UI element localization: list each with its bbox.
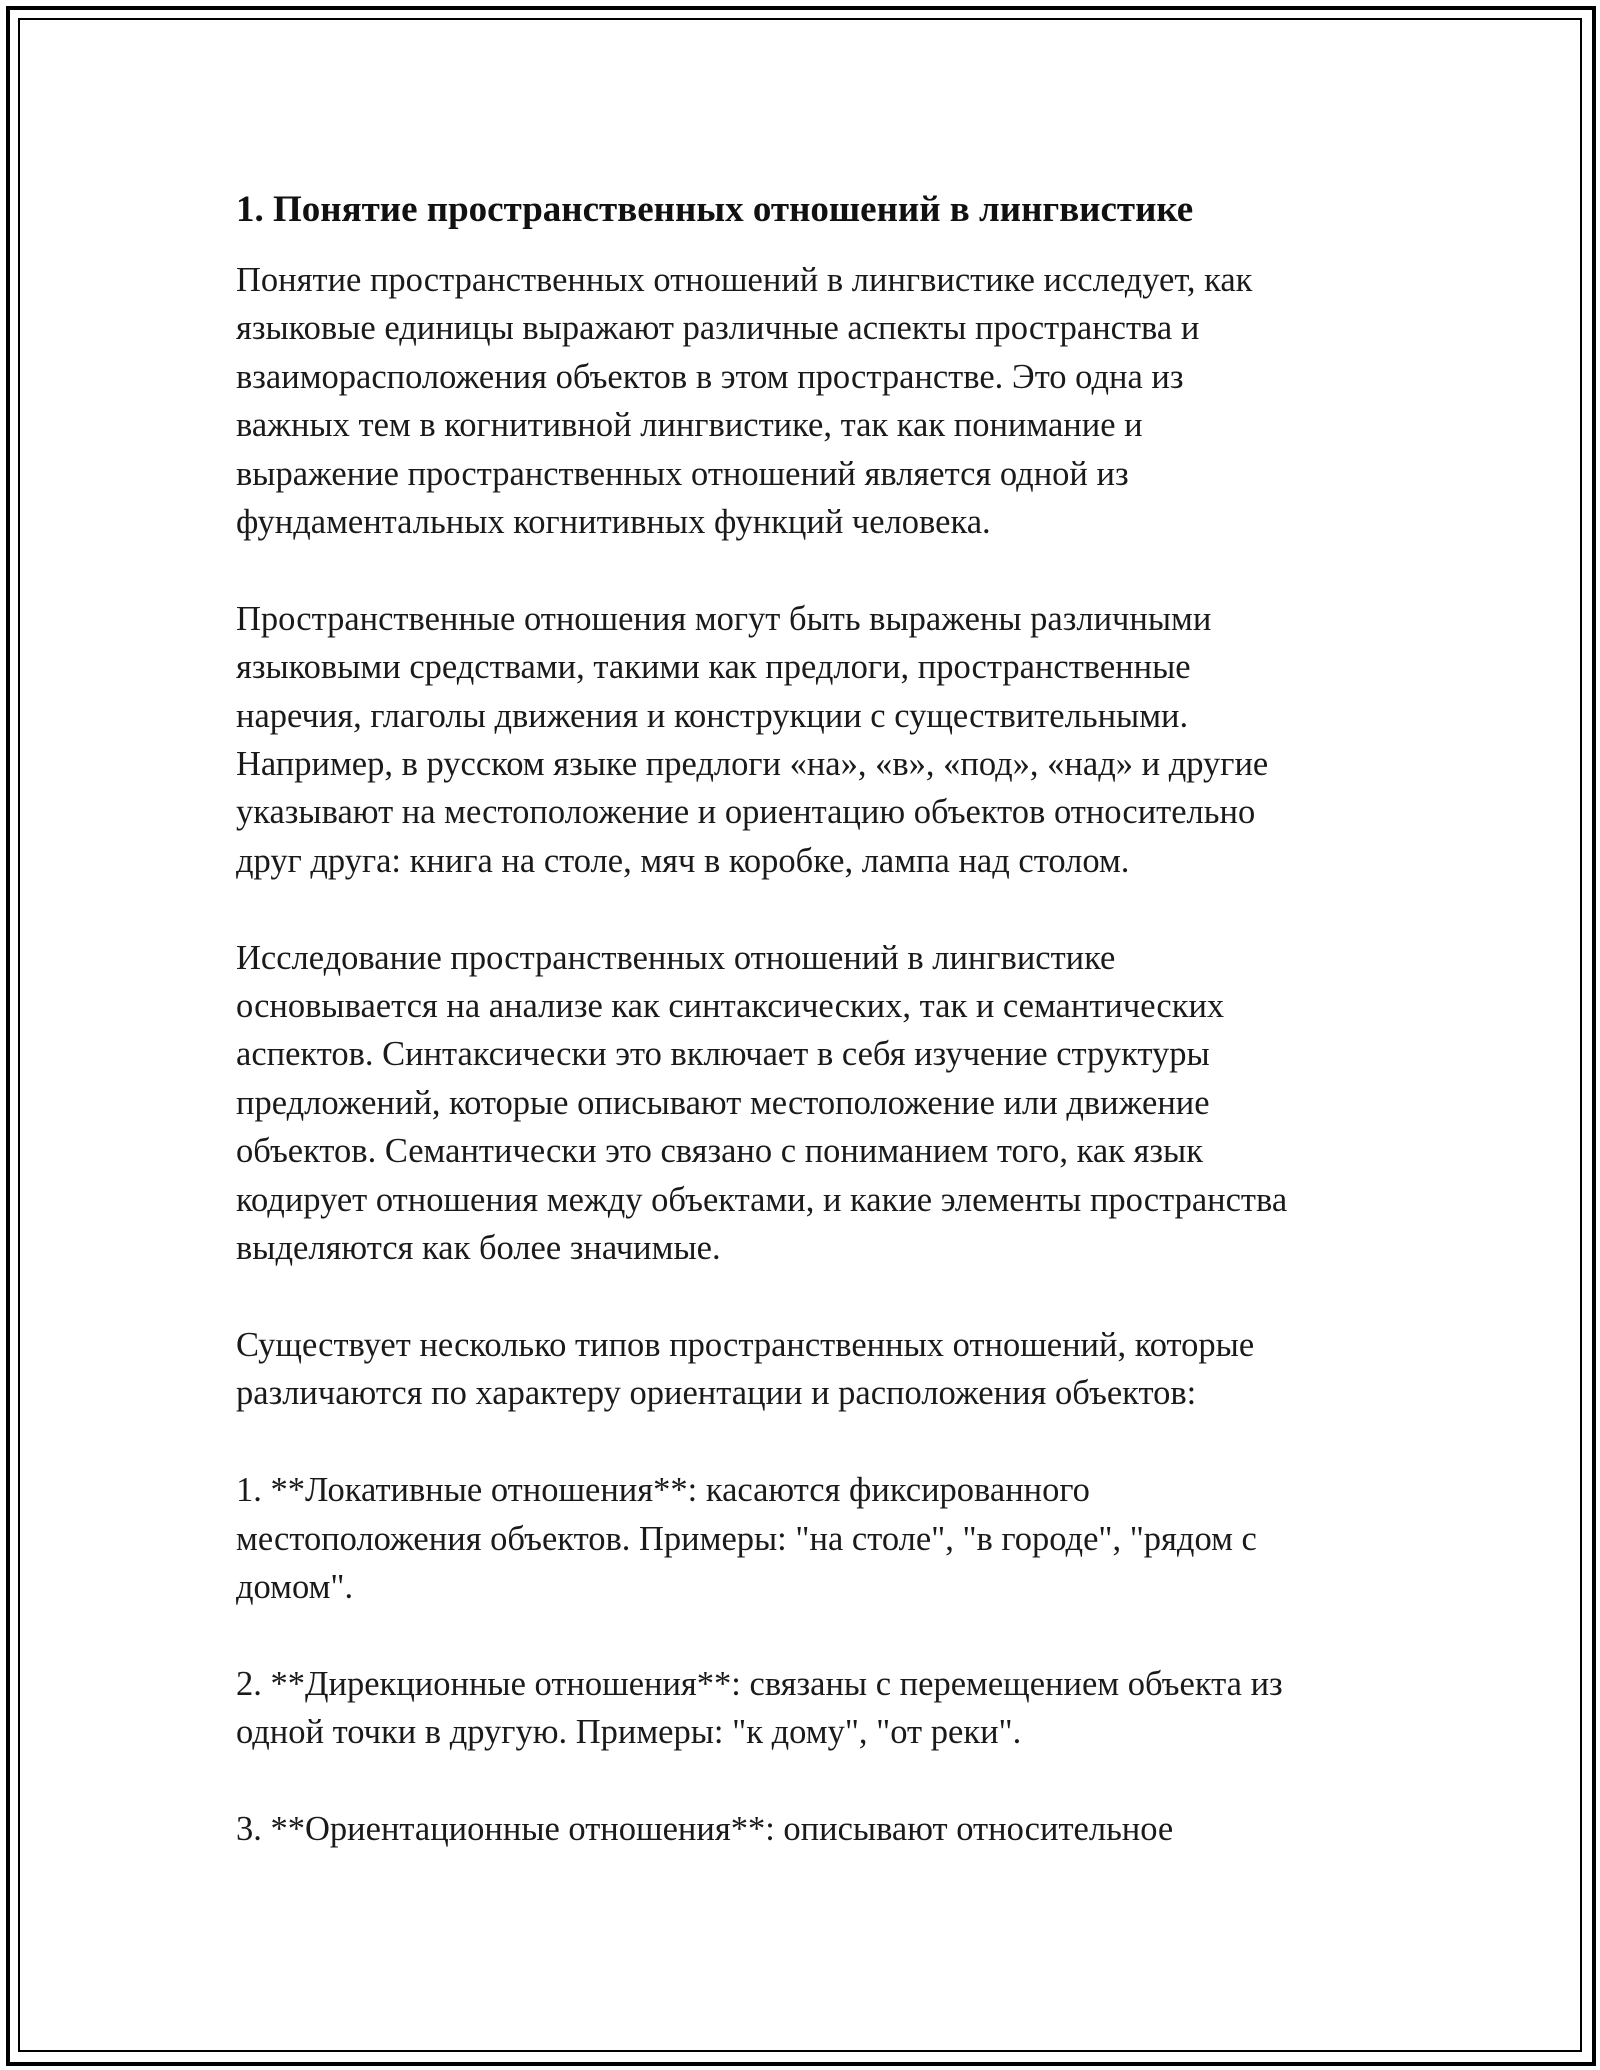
section-heading: 1. Понятие пространственных отношений в лингвистике bbox=[236, 189, 1194, 230]
text-line: Понятие пространственных отношений в лингвистике исследует, как bbox=[236, 261, 1253, 299]
list-item-orientational bbox=[236, 1805, 1366, 1853]
text-line: Например, в русском языке предлоги «на», «в», «под», «над» и другие bbox=[236, 745, 1269, 784]
text-line: одной точки в другую. Примеры: "к дому", "от реки". bbox=[236, 1713, 1022, 1752]
paragraph-research bbox=[236, 934, 1366, 1273]
text-line: выражение пространственных отношений является одной из bbox=[236, 454, 1129, 493]
paragraph-intro bbox=[236, 256, 1366, 546]
text-line: взаиморасположения объектов в этом пространстве. Это одна из bbox=[236, 357, 1184, 396]
text-line: выделяются как более значимые. bbox=[236, 1229, 721, 1268]
text-line: наречия, глаголы движения и конструкции с существительными. bbox=[236, 696, 1189, 735]
list-item-directional bbox=[236, 1660, 1366, 1757]
text-line: важных тем в когнитивной лингвистике, так как понимание и bbox=[236, 406, 1143, 445]
paragraph-means bbox=[236, 595, 1366, 885]
text-line: кодирует отношения между объектами, и какие элементы пространства bbox=[236, 1180, 1288, 1219]
document-body bbox=[236, 186, 1366, 1902]
text-line: 2. **Дирекционные отношения**: связаны с перемещением объекта из bbox=[236, 1664, 1283, 1703]
text-line: объектов. Семантически это связано с пониманием того, как язык bbox=[236, 1132, 1203, 1171]
list-item-locative bbox=[236, 1466, 1366, 1611]
text-line: Пространственные отношения могут быть выражены различными bbox=[236, 599, 1212, 638]
text-line: 1. **Локативные отношения**: касаются фиксированного bbox=[236, 1471, 1090, 1510]
text-line: местоположения объектов. Примеры: "на столе", "в городе", "рядом с bbox=[236, 1519, 1257, 1558]
paragraph-types-intro bbox=[236, 1321, 1366, 1418]
text-line: языковые единицы выражают различные аспекты пространства и bbox=[236, 309, 1200, 348]
text-line: Исследование пространственных отношений в лингвистике bbox=[236, 938, 1116, 977]
text-line: указывают на местоположение и ориентацию объектов относительно bbox=[236, 793, 1256, 832]
text-line: друг друга: книга на столе, мяч в коробке, лампа над столом. bbox=[236, 841, 1130, 880]
text-line: основывается на анализе как синтаксических, так и семантических bbox=[236, 987, 1225, 1026]
text-line: предложений, которые описывают местоположение или движение bbox=[236, 1083, 1210, 1122]
text-line: домом". bbox=[236, 1567, 354, 1606]
text-line: различаются по характеру ориентации и расположения объектов: bbox=[236, 1374, 1197, 1413]
text-line: языковыми средствами, такими как предлоги, пространственные bbox=[236, 648, 1191, 687]
text-line: 3. **Ориентационные отношения**: описывают относительное bbox=[236, 1809, 1174, 1848]
text-line: аспектов. Синтаксически это включает в себя изучение структуры bbox=[236, 1035, 1210, 1074]
text-line: Существует несколько типов пространственных отношений, которые bbox=[236, 1325, 1255, 1364]
text-line: фундаментальных когнитивных функций человека. bbox=[236, 503, 991, 542]
